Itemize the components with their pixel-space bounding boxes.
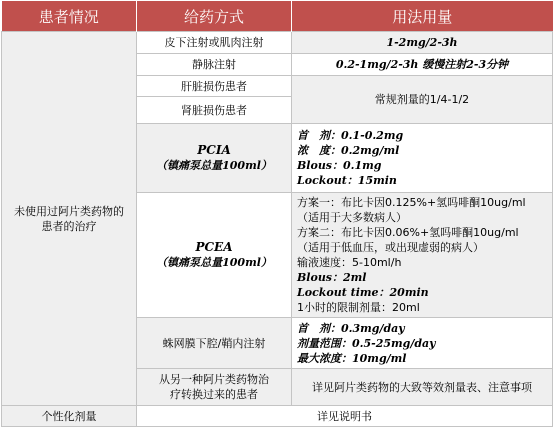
header-administration-route: 给药方式 [137,1,292,32]
pcia-subtitle: （镇痛泵总量100ml） [156,159,272,172]
route-sc-im: 皮下注射或肌肉注射 [137,32,292,54]
pcea-line: 1小时的限制剂量：20ml [297,301,420,314]
spinal-line: 最大浓度：10mg/ml [297,351,407,365]
pcea-line: Blous：2ml [297,271,367,284]
patient-switch-cell [137,369,292,406]
pcea-line: （适用于低血压，或出现虚弱的病人） [297,241,484,254]
route-spinal: 蛛网膜下腔/鞘内注射 [137,318,292,369]
pcea-line: 输液速度：5-10ml/h [297,256,402,269]
header-usage-dosage: 用法用量 [292,1,553,32]
patient-switch-label: 从另一种阿片类药物治疗转换过来的患者 [159,373,269,401]
route-renal: 肾脏损伤患者 [137,97,292,124]
route-pcia [137,124,292,193]
usage-iv: 0.2-1mg/2-3h 缓慢注射2-3分钟 [292,54,553,76]
header-patient-condition: 患者情况 [2,1,137,32]
usage-switch: 详见阿片类药物的大致等效剂量表、注意事项 [292,369,553,406]
route-iv: 静脉注射 [137,54,292,76]
table-row [2,32,553,54]
usage-spinal [292,318,553,369]
route-hepatic: 肝脏损伤患者 [137,76,292,97]
usage-sc-im: 1-2mg/2-3h [292,32,553,54]
pcea-subtitle: （镇痛泵总量100ml） [156,256,272,269]
pcia-line: 浓 度：0.2mg/ml [297,144,400,157]
patient-naive-cell [2,32,137,406]
dosage-table [1,1,553,427]
pcea-line: （适用于大多数病人） [297,211,407,224]
pcia-line: Lockout：15min [297,174,397,187]
pcea-line: Lockout time：20min [297,286,429,299]
table-row [2,406,553,427]
pcia-title: PCIA [197,143,231,157]
pcia-line: Blous：0.1mg [297,159,382,172]
usage-pcea [292,193,553,318]
usage-pcia [292,124,553,193]
pcea-title: PCEA [195,240,233,254]
header-row [2,1,553,32]
route-pcea [137,193,292,318]
pcea-line: 方案一：布比卡因0.125%+氢吗啡酮10ug/ml [297,196,526,209]
spinal-line: 首 剂：0.3mg/day [297,321,405,335]
usage-organ-impairment: 常规剂量的1/4-1/2 [292,76,553,124]
usage-individual: 详见说明书 [137,406,553,427]
patient-individual-cell: 个性化剂量 [2,406,137,427]
spinal-line: 剂量范围：0.5-25mg/day [297,336,436,350]
patient-naive-label: 未使用过阿片类药物的患者的治疗 [14,204,124,233]
pcia-line: 首 剂：0.1-0.2mg [297,129,404,142]
pcea-line: 方案二：布比卡因0.06%+氢吗啡酮10ug/ml [297,226,519,239]
